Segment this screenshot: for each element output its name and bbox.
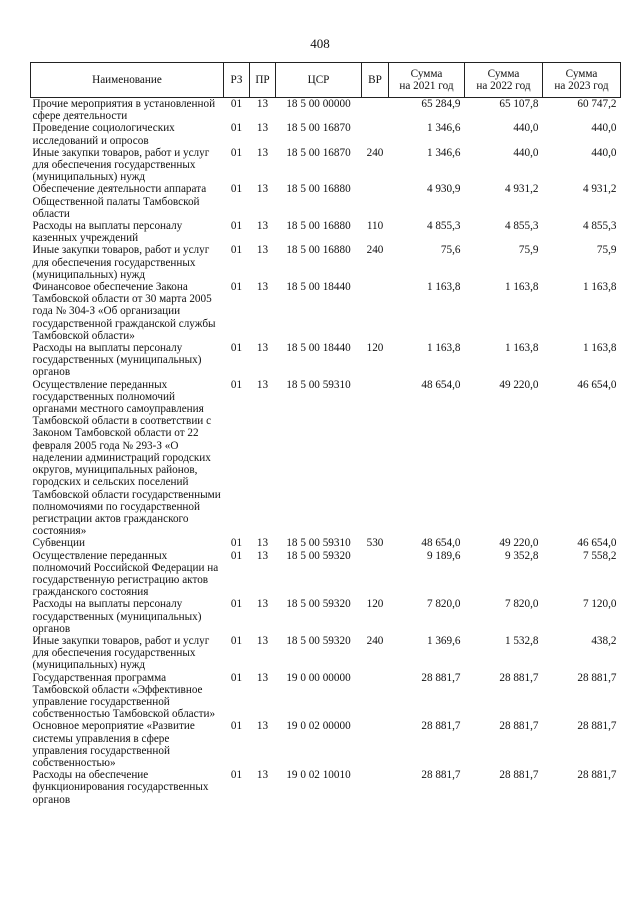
row-rz: 01 (230, 183, 243, 196)
row-rz: 01 (230, 634, 243, 647)
row-rz: 01 (230, 146, 243, 159)
row-sum-2023: 46 654,0 (577, 537, 617, 550)
row-csr: 19 0 00 00000 (286, 671, 351, 684)
row-sum-2023: 4 855,3 (582, 220, 617, 233)
row-vr (362, 550, 389, 599)
row-rz: 01 (230, 378, 243, 391)
row-pr: 13 (256, 634, 269, 647)
header-rz: РЗ (224, 63, 250, 98)
row-sum-2021: 9 189,6 (426, 549, 461, 562)
row-sum-2023: 7 558,2 (582, 549, 617, 562)
table-row (31, 122, 621, 146)
row-name: Расходы на выплаты персоналу государственных (муниципальных) органов (32, 598, 202, 635)
row-sum-2021: 48 654,0 (421, 537, 461, 550)
row-pr: 13 (256, 671, 269, 684)
row-pr: 13 (256, 549, 269, 562)
row-sum-2022: 1 163,8 (504, 281, 539, 294)
table-row (31, 147, 621, 184)
header-sum-2021 (389, 63, 465, 98)
row-sum-2021: 1 346,6 (426, 146, 461, 159)
row-sum-2023: 28 881,7 (577, 769, 617, 782)
row-name: Иные закупки товаров, работ и услуг для обеспечения государственных (муниципальных) нужд (32, 146, 210, 184)
row-sum-2021: 1 163,8 (426, 342, 461, 355)
header-csr: ЦСР (276, 63, 362, 98)
row-sum-2022: 7 820,0 (504, 598, 539, 611)
row-sum-2022: 440,0 (513, 122, 539, 135)
row-sum-2022: 75,9 (518, 244, 539, 257)
row-rz: 01 (230, 769, 243, 782)
row-sum-2022: 28 881,7 (499, 671, 539, 684)
row-rz: 01 (230, 720, 243, 733)
row-sum-2022: 4 855,3 (504, 220, 539, 233)
row-rz: 01 (230, 598, 243, 611)
row-pr: 13 (256, 146, 269, 159)
row-csr: 18 5 00 18440 (286, 281, 351, 294)
table-row (31, 537, 621, 549)
row-name: Иные закупки товаров, работ и услуг для обеспечения государственных (муниципальных) нужд (32, 634, 210, 672)
row-sum-2023: 438,2 (591, 634, 617, 647)
row-name: Иные закупки товаров, работ и услуг для обеспечения государственных (муниципальных) нужд (32, 244, 210, 281)
row-name: Осуществление переданных полномочий Российской Федерации на государственную регистрацию актов гражданского состояния (32, 549, 219, 599)
row-sum-2021: 65 284,9 (421, 98, 461, 110)
row-csr: 18 5 00 16870 (286, 146, 351, 159)
row-sum-2021: 75,6 (440, 244, 461, 257)
table-row (31, 769, 621, 806)
row-name: Основное мероприятие «Развитие системы управления в сфере управления государственной собственностью» (32, 720, 195, 769)
row-vr (362, 122, 389, 146)
row-rz: 01 (230, 244, 243, 257)
row-sum-2023: 1 163,8 (582, 281, 617, 294)
row-csr: 18 5 00 00000 (286, 98, 351, 110)
row-name: Государственная программа Тамбовской области «Эффективное управление государственной собственностью Тамбовской области» (32, 671, 216, 721)
row-pr: 13 (256, 537, 269, 550)
row-sum-2022: 440,0 (513, 146, 539, 159)
table-row (31, 720, 621, 769)
header-sum-2023-line2: на 2023 год (554, 80, 609, 92)
row-vr (362, 98, 389, 123)
row-vr (362, 379, 389, 538)
row-sum-2023: 440,0 (591, 146, 617, 159)
row-name: Субвенции (32, 537, 85, 550)
row-csr: 18 5 00 18440 (286, 342, 351, 355)
row-name: Финансовое обеспечение Закона Тамбовской области от 30 марта 2005 года № 304-З «Об организации государственной гражданской службы Тамбовской области» (32, 281, 216, 342)
row-vr: 240 (366, 244, 384, 257)
row-rz: 01 (230, 281, 243, 294)
row-name: Проведение социологических исследований и опросов (32, 122, 175, 147)
row-sum-2021: 28 881,7 (421, 720, 461, 733)
row-pr: 13 (256, 769, 269, 782)
row-sum-2021: 48 654,0 (421, 378, 461, 391)
table-header-row (31, 63, 621, 98)
header-pr: ПР (250, 63, 276, 98)
table-row (31, 598, 621, 635)
row-sum-2021: 7 820,0 (426, 598, 461, 611)
row-sum-2021: 28 881,7 (421, 769, 461, 782)
row-sum-2023: 28 881,7 (577, 720, 617, 733)
row-pr: 13 (256, 378, 269, 391)
row-rz: 01 (230, 549, 243, 562)
row-sum-2022: 28 881,7 (499, 720, 539, 733)
row-name: Расходы на выплаты персоналу казенных учреждений (32, 220, 183, 245)
table-row (31, 379, 621, 538)
row-sum-2023: 75,9 (596, 244, 617, 257)
row-csr: 18 5 00 59320 (286, 634, 351, 647)
row-rz: 01 (230, 671, 243, 684)
table-row (31, 183, 621, 220)
row-vr: 240 (366, 146, 384, 159)
row-name: Расходы на обеспечение функционирования государственных органов (32, 769, 209, 806)
row-pr: 13 (256, 281, 269, 294)
row-name: Осуществление переданных государственных полномочий органами местного самоуправления Тамбовской области в соответствии с Законом Тамбовской области от 22 февраля 2005 года № 293-З «О наделении администраций городских округов, муниципальных районов, городских и сельских поселений Тамбовской области государственными полномочиями по государственной регистрации актов гражданского состояния» (32, 378, 221, 538)
row-pr: 13 (256, 720, 269, 733)
row-vr (362, 183, 389, 220)
row-rz: 01 (230, 98, 243, 110)
row-sum-2021: 4 855,3 (426, 220, 461, 233)
row-sum-2021: 1 346,6 (426, 122, 461, 135)
row-sum-2022: 28 881,7 (499, 769, 539, 782)
row-csr: 18 5 00 59320 (286, 598, 351, 611)
row-sum-2022: 1 163,8 (504, 342, 539, 355)
row-sum-2023: 440,0 (591, 122, 617, 135)
row-sum-2022: 1 532,8 (504, 634, 539, 647)
table-row (31, 98, 621, 123)
row-vr (362, 672, 389, 721)
row-sum-2021: 28 881,7 (421, 671, 461, 684)
row-vr (362, 720, 389, 769)
row-name: Обеспечение деятельности аппарата Общественной палаты Тамбовской области (32, 183, 207, 220)
header-sum-2022 (465, 63, 543, 98)
table-row (31, 550, 621, 599)
row-sum-2022: 4 931,2 (504, 183, 539, 196)
row-csr: 18 5 00 59310 (286, 378, 351, 391)
row-csr: 18 5 00 16870 (286, 122, 351, 135)
row-name: Расходы на выплаты персоналу государственных (муниципальных) органов (32, 342, 202, 379)
row-sum-2023: 7 120,0 (582, 598, 617, 611)
row-sum-2023: 1 163,8 (582, 342, 617, 355)
row-csr: 18 5 00 59320 (286, 549, 351, 562)
table-row (31, 672, 621, 721)
table-row (31, 635, 621, 672)
header-sum-2021-line2: на 2021 год (399, 80, 454, 92)
row-sum-2023: 4 931,2 (582, 183, 617, 196)
row-sum-2023: 60 747,2 (577, 98, 617, 110)
row-pr: 13 (256, 598, 269, 611)
table-body (31, 98, 621, 806)
row-csr: 18 5 00 59310 (286, 537, 351, 550)
row-pr: 13 (256, 220, 269, 233)
row-pr: 13 (256, 122, 269, 135)
header-sum-2023-line1: Сумма (565, 68, 598, 80)
row-sum-2022: 65 107,8 (499, 98, 539, 110)
row-rz: 01 (230, 537, 243, 550)
row-vr: 240 (366, 634, 384, 647)
row-vr: 110 (366, 220, 384, 233)
header-name: Наименование (31, 63, 224, 98)
row-pr: 13 (256, 183, 269, 196)
table-row (31, 281, 621, 342)
header-sum-2021-line1: Сумма (410, 68, 443, 80)
row-csr: 18 5 00 16880 (286, 183, 351, 196)
header-sum-2022-line1: Сумма (487, 68, 520, 80)
row-csr: 18 5 00 16880 (286, 220, 351, 233)
row-pr: 13 (256, 98, 269, 110)
row-vr: 530 (366, 537, 384, 550)
row-pr: 13 (256, 342, 269, 355)
row-csr: 19 0 02 10010 (286, 769, 351, 782)
table-row (31, 342, 621, 379)
header-vr: ВР (362, 63, 389, 98)
row-rz: 01 (230, 122, 243, 135)
row-sum-2023: 46 654,0 (577, 378, 617, 391)
page-number: 408 (310, 36, 330, 51)
row-sum-2023: 28 881,7 (577, 671, 617, 684)
row-sum-2022: 49 220,0 (499, 537, 539, 550)
row-csr: 18 5 00 16880 (286, 244, 351, 257)
budget-table (30, 62, 621, 806)
row-rz: 01 (230, 220, 243, 233)
row-vr (362, 769, 389, 806)
row-sum-2021: 1 369,6 (426, 634, 461, 647)
header-sum-2022-line2: на 2022 год (476, 80, 531, 92)
header-sum-2023 (543, 63, 621, 98)
row-sum-2022: 9 352,8 (504, 549, 539, 562)
table-row (31, 244, 621, 281)
table-row (31, 220, 621, 244)
row-vr (362, 281, 389, 342)
row-sum-2021: 4 930,9 (426, 183, 461, 196)
row-name: Прочие мероприятия в установленной сфере деятельности (32, 98, 216, 123)
row-sum-2022: 49 220,0 (499, 378, 539, 391)
row-sum-2021: 1 163,8 (426, 281, 461, 294)
row-vr: 120 (366, 598, 384, 611)
row-vr: 120 (366, 342, 384, 355)
row-pr: 13 (256, 244, 269, 257)
row-rz: 01 (230, 342, 243, 355)
row-csr: 19 0 02 00000 (286, 720, 351, 733)
